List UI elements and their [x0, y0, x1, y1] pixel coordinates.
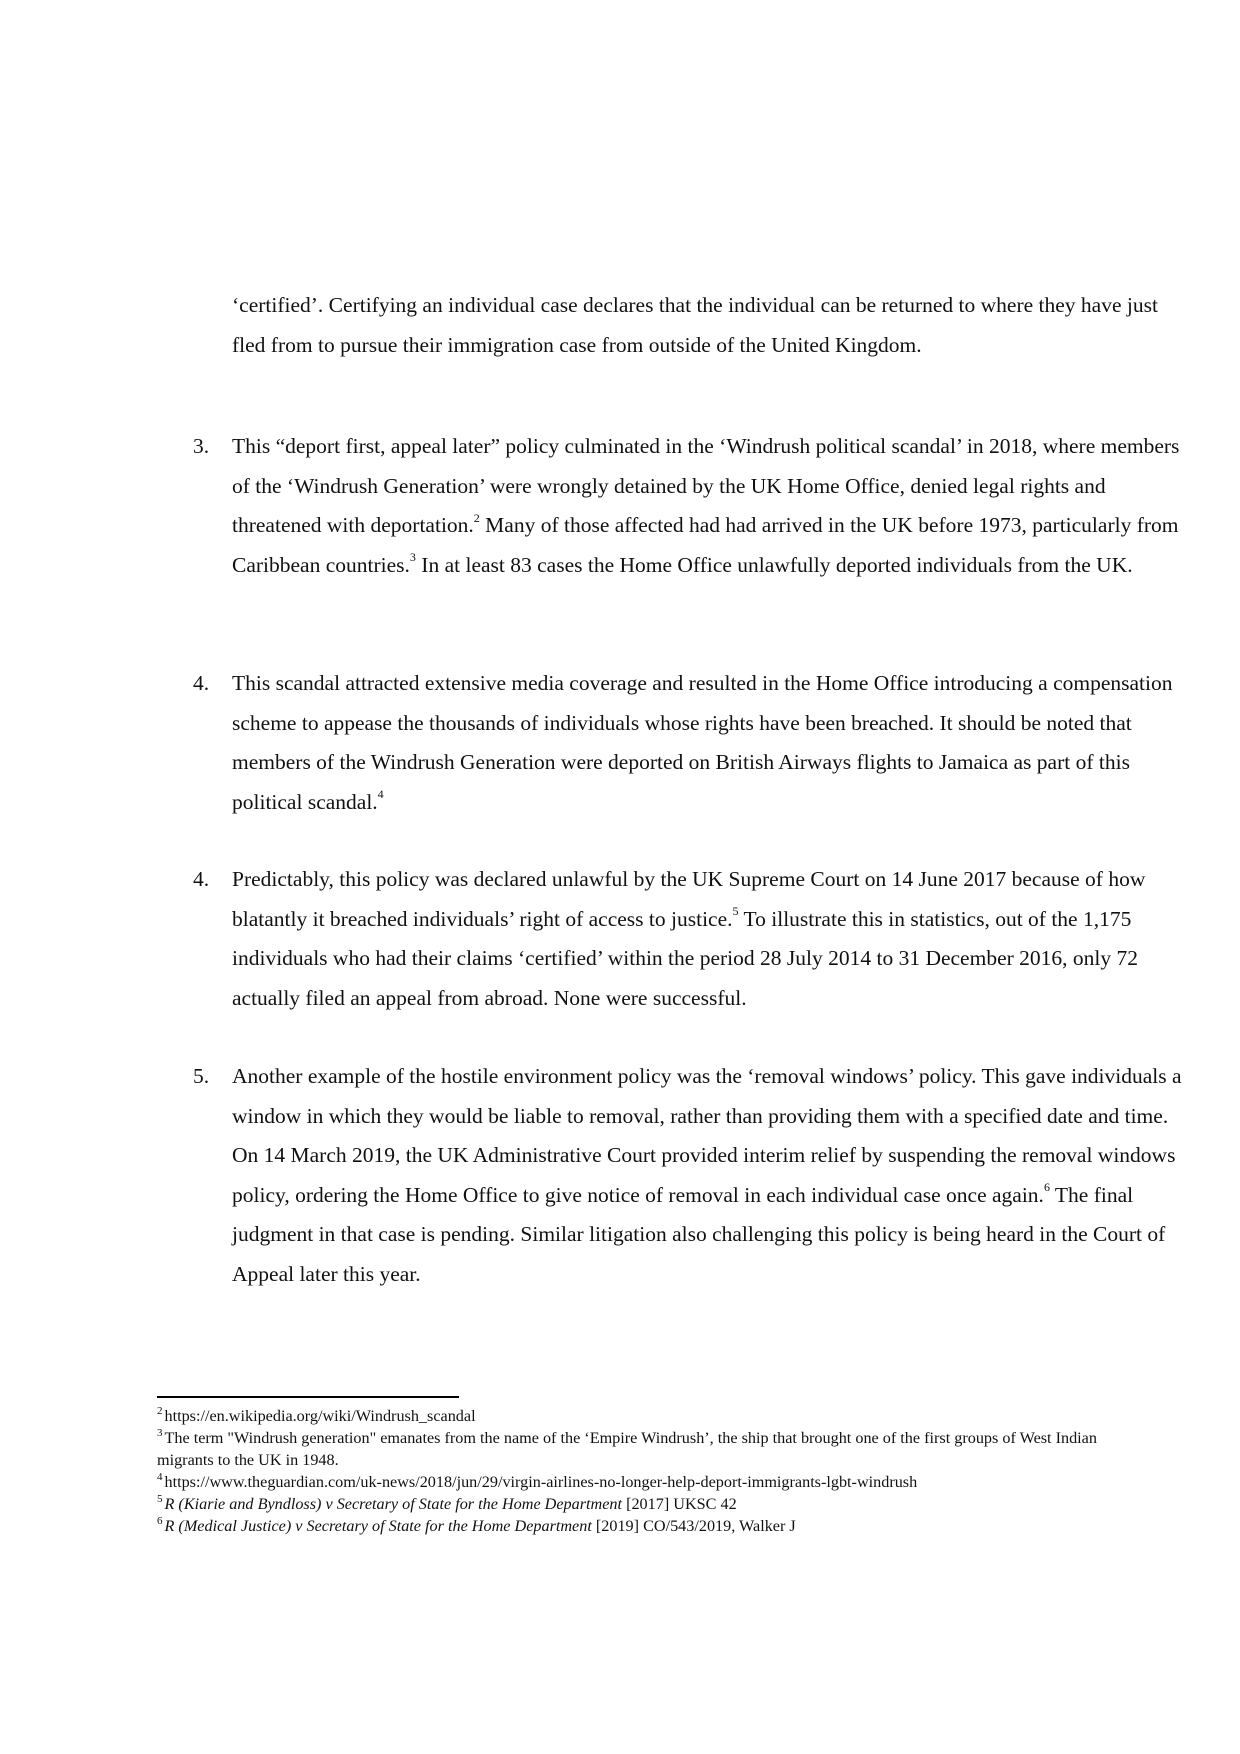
paragraph-5: [193, 1057, 1183, 1294]
paragraph-text-part: In at least 83 cases the Home Office unlawfully deported individuals from the UK.: [415, 552, 1133, 577]
footnote-link[interactable]: https://en.wikipedia.org/wiki/Windrush_scandal: [164, 1407, 476, 1425]
paragraph-text-part: This scandal attracted extensive media coverage and resulted in the Home Office introducing a compensation scheme to appease the thousands of individuals whose rights have been breached. It should be noted that members of the Windrush Generation were deported on British Airways flights to Jamaica as part of this political scandal.: [232, 671, 1173, 814]
footnote-ref[interactable]: 6: [1043, 1180, 1050, 1195]
footnote-ref[interactable]: 5: [732, 904, 739, 919]
paragraph-text-part: To illustrate this in statistics, out of the 1,175 individuals who had their claims ‘certified’ within the period 28 July 2014 to 31 December 2016, only 72 actually filed an appeal from abroad. None were successful.: [232, 906, 1138, 1010]
case-name: R (Medical Justice) v Secretary of State for the Home Department: [164, 1517, 592, 1535]
paragraph-number: 5.: [193, 1064, 210, 1088]
footnote-ref[interactable]: 3: [409, 550, 416, 565]
continuation-paragraph: [232, 286, 1172, 365]
paragraph-text: [232, 427, 1183, 585]
footnote-4: [157, 1471, 1157, 1493]
footnote-number: 4: [157, 1470, 163, 1483]
paragraph-3: [193, 427, 1183, 585]
footnote-number: 6: [157, 1514, 163, 1527]
footnote-6: [157, 1515, 1157, 1537]
paragraph-number: 4.: [193, 671, 210, 695]
case-name: R (Kiarie and Byndloss) v Secretary of State for the Home Department: [164, 1495, 623, 1513]
footnote-2: [157, 1405, 1157, 1427]
paragraph-4b: [193, 860, 1183, 1018]
footnote-separator: [157, 1396, 459, 1398]
paragraph-text-part: This “deport first, appeal later” policy culminated in the ‘Windrush political scandal’ in 2018, where members of the ‘Windrush Generation’ were wrongly detained by the UK Home Office, denied legal rights and threatened with deportation.: [232, 434, 1180, 537]
paragraph-text: [232, 664, 1183, 822]
footnotes: [157, 1405, 1157, 1537]
footnote-5: [157, 1493, 1157, 1515]
paragraph-text-part: Another example of the hostile environment policy was the ‘removal windows’ policy. This gave individuals a window in which they would be liable to removal, rather than providing them with a specified date and time. On 14 March 2019, the UK Administrative Court provided interim relief by suspending the removal windows policy, ordering the Home Office to give notice of removal in each individual case once again.: [232, 1064, 1182, 1207]
case-citation: [2017] UKSC 42: [622, 1495, 737, 1513]
paragraph-number: 4.: [193, 867, 210, 891]
paragraph-text-part: Predictably, this policy was declared unlawful by the UK Supreme Court on 14 June 2017 because of how blatantly it breached individuals’ right of access to justice.: [232, 867, 1146, 931]
footnote-ref[interactable]: 4: [377, 787, 384, 802]
paragraph-text: [232, 1057, 1183, 1294]
footnote-number: 5: [157, 1492, 163, 1505]
paragraph-4a: [193, 664, 1183, 822]
paragraph-text: [232, 860, 1183, 1018]
footnote-text: The term "Windrush generation" emanates from the name of the ‘Empire Windrush’, the ship that brought one of the first groups of West Indian migrants to the UK in 1948.: [157, 1429, 1097, 1469]
footnote-ref[interactable]: 2: [473, 510, 480, 525]
footnote-link[interactable]: https://www.theguardian.com/uk-news/2018/jun/29/virgin-airlines-no-longer-help-deport-immigrants-lgbt-windrush: [164, 1473, 918, 1491]
footnote-3: [157, 1427, 1157, 1471]
footnote-number: 3: [157, 1426, 163, 1439]
case-citation: [2019] CO/543/2019, Walker J: [591, 1517, 796, 1535]
paragraph-text-part: Many of those affected had had arrived in the UK before 1973, particularly from Caribbean countries.: [232, 513, 1179, 577]
paragraph-number: 3.: [193, 434, 210, 458]
continuation-text: ‘certified’. Certifying an individual case declares that the individual can be returned to where they have just fled from to pursue their immigration case from outside of the United Kingdom.: [232, 293, 1158, 357]
footnote-number: 2: [157, 1404, 163, 1417]
paragraph-text-part: The final judgment in that case is pending. Similar litigation also challenging this policy is being heard in the Court of Appeal later this year.: [232, 1182, 1166, 1286]
